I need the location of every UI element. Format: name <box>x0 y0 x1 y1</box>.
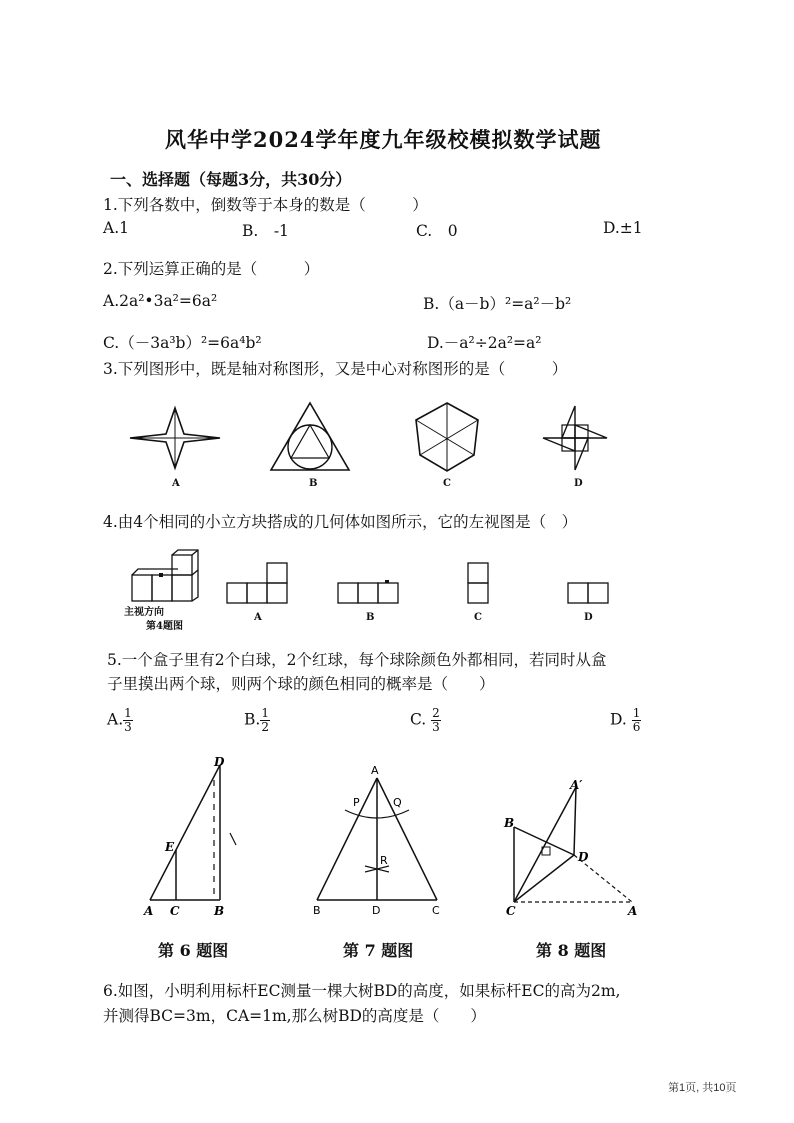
q2-option-d: D.－a²÷2a²=a² <box>427 334 542 352</box>
page-number: 第1页, 共10页 <box>668 1082 737 1094</box>
q1-option-b: B. -1 <box>242 222 289 240</box>
figure-8-folded-triangle <box>500 775 650 920</box>
q1-option-c: C. 0 <box>416 222 458 240</box>
fig8-point-c: C <box>506 904 516 918</box>
question-6-stem-line1: 6.如图，小明利用标杆EC测量一棵大树BD的高度，如果标杆EC的高为2m, <box>103 982 621 1000</box>
q3-label-b: B <box>309 478 318 489</box>
fig7-point-q: Q <box>393 796 402 809</box>
q3-figure-b-triangle-circle <box>268 400 352 474</box>
q5-option-a: A. $\frac{1}{3}$ <box>107 706 132 734</box>
q4-option-b-view <box>337 582 399 604</box>
q4-view-direction-label: 主视方向 <box>124 607 164 618</box>
figure-6-tree-measurement <box>140 755 260 920</box>
question-5-stem-line1: 5.一个盒子里有2个白球，2个红球，每个球除颜色外都相同，若同时从盒 <box>107 651 607 669</box>
fig7-point-b: B <box>313 904 321 917</box>
q3-figure-c-hexagon <box>412 400 482 474</box>
q5-option-b: B. $\frac{1}{2}$ <box>244 706 269 734</box>
fig7-point-d: D <box>372 904 381 917</box>
question-2-stem: 2.下列运算正确的是（ ） <box>103 260 320 278</box>
fig6-point-c: C <box>170 904 180 918</box>
section-heading: 一、选择题（每题3分，共30分） <box>110 170 352 189</box>
fig8-point-a: A <box>628 904 638 918</box>
q3-label-a: A <box>172 478 180 489</box>
q3-label-d: D <box>574 478 583 489</box>
q1-option-a: A.1 <box>103 219 129 237</box>
q3-figure-d-pinwheel <box>540 403 610 473</box>
question-1-stem: 1.下列各数中，倒数等于本身的数是（ ） <box>103 196 428 214</box>
fig7-point-a: A <box>371 764 379 777</box>
q5-option-c: C. $\frac{2}{3}$ <box>410 706 440 734</box>
q2-option-c: C.（－3a³b）²=6a⁴b² <box>103 334 262 352</box>
q2-option-a: A.2a²•3a²=6a² <box>103 292 218 310</box>
question-3-stem: 3.下列图形中，既是轴对称图形，又是中心对称图形的是（ ） <box>103 360 568 378</box>
question-4-stem: 4.由4个相同的小立方块搭成的几何体如图所示，它的左视图是（ ） <box>103 513 578 531</box>
fig8-point-a-prime: A′ <box>570 778 583 792</box>
q4-option-a-view <box>226 563 288 605</box>
q2-option-b: B.（a－b）²=a²－b² <box>423 295 572 313</box>
fig6-point-b: B <box>214 904 225 918</box>
q3-label-c: C <box>443 478 451 489</box>
q4-label-c: C <box>474 612 482 623</box>
figure-8-caption: 第 8 题图 <box>536 941 607 960</box>
q4-option-c-view <box>467 562 489 604</box>
figure-7-isosceles-triangle <box>305 760 455 920</box>
fig8-point-d: D <box>578 850 589 864</box>
q4-option-d-view <box>567 582 609 604</box>
q4-label-b: B <box>366 612 375 623</box>
fig6-point-e: E <box>165 840 175 854</box>
q4-solid-figure <box>130 553 202 605</box>
fig8-point-b: B <box>504 816 515 830</box>
q1-option-d: D.±1 <box>603 219 643 237</box>
q3-figure-a-four-point-star <box>126 404 224 472</box>
question-6-stem-line2: 并测得BC=3m，CA=1m,那么树BD的高度是（ ） <box>103 1007 486 1025</box>
q4-label-d: D <box>584 612 593 623</box>
fig7-point-r: R <box>380 854 388 867</box>
q5-option-d: D. $\frac{1}{6}$ <box>610 706 641 734</box>
figure-7-caption: 第 7 题图 <box>343 941 414 960</box>
fig6-point-a: A <box>144 904 154 918</box>
q4-label-a: A <box>254 612 262 623</box>
fig7-point-c: C <box>432 904 440 917</box>
fig6-point-d: D <box>214 755 225 769</box>
question-5-stem-line2: 子里摸出两个球，则两个球的颜色相同的概率是（ ） <box>107 675 495 693</box>
q4-figure-caption: 第4题图 <box>146 621 183 632</box>
fig7-point-p: P <box>353 796 360 809</box>
figure-6-caption: 第 6 题图 <box>158 941 229 960</box>
page-title: 风华中学2024学年度九年级校模拟数学试题 <box>165 127 602 152</box>
